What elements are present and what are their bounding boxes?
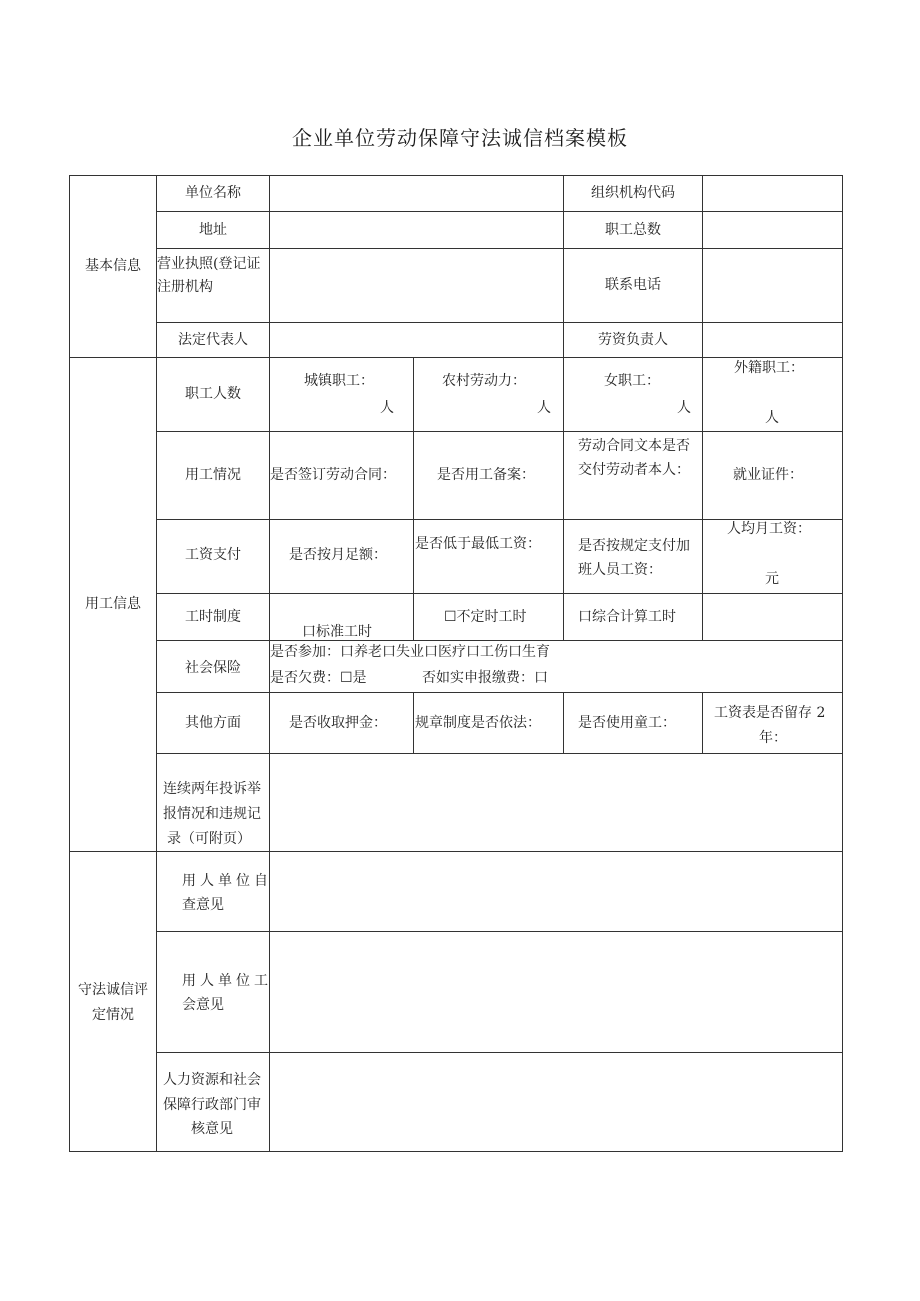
female-staff-unit: 人 — [677, 400, 691, 416]
phone-label: 联系电话 — [605, 277, 661, 293]
contract-text-label-line2: 交付劳动者本人： — [578, 462, 690, 478]
license-field[interactable] — [269, 248, 564, 323]
payroll-label-line1: 工资表是否留存 2 — [714, 705, 826, 721]
page-title: 企业单位劳动保障守法诚信档案模板 — [292, 126, 628, 150]
insurance-label: 社会保险 — [185, 660, 241, 676]
total-staff-field[interactable] — [702, 211, 843, 249]
address-label: 地址 — [199, 222, 227, 238]
avg-wage-unit: 元 — [765, 571, 779, 587]
complaints-label-line3: 录（可附页） — [167, 831, 251, 847]
section-label-basic: 基本信息 — [85, 258, 141, 274]
foreign-staff-label: 外籍职工： — [734, 360, 804, 376]
license-label-line1: 营业执照(登记证 — [157, 256, 261, 272]
wage-label: 工资支付 — [185, 547, 241, 563]
labor-head-label: 劳资负责人 — [598, 332, 668, 348]
org-code-field[interactable] — [702, 175, 843, 212]
insurance-arrears: 是否欠费：☐是 — [270, 670, 367, 686]
legal-rep-label: 法定代表人 — [178, 332, 248, 348]
contract-signed-label: 是否签订劳动合同： — [270, 467, 396, 483]
flexible-hours-label: ☐不定时工时 — [444, 609, 527, 625]
self-check-label-line2: 查意见 — [182, 897, 224, 913]
insurance-declared: 否如实申报缴费：口 — [422, 670, 548, 686]
contract-text-label-line1: 劳动合同文本是否 — [578, 438, 690, 454]
rural-labor-label: 农村劳动力： — [442, 373, 526, 389]
section-label-employment: 用工信息 — [85, 596, 141, 612]
overtime-pay-label-line1: 是否按规定支付加 — [578, 538, 690, 554]
legal-rep-field[interactable] — [269, 322, 564, 358]
deposit-label: 是否收取押金： — [289, 715, 387, 731]
phone-field[interactable] — [702, 248, 843, 323]
total-staff-label: 职工总数 — [605, 222, 661, 238]
org-code-label: 组织机构代码 — [591, 185, 675, 201]
hr-review-label-line3: 核意见 — [191, 1121, 233, 1137]
filing-label: 是否用工备案： — [437, 467, 535, 483]
self-check-field[interactable] — [269, 851, 843, 932]
urban-staff-label: 城镇职工： — [304, 373, 374, 389]
monthly-pay-label: 是否按月足额： — [289, 547, 387, 563]
foreign-staff-unit: 人 — [765, 410, 779, 426]
hours-extra-field[interactable] — [702, 593, 843, 641]
complaints-label-line1: 连续两年投诉举 — [163, 781, 261, 797]
unit-name-label: 单位名称 — [185, 185, 241, 201]
hours-label: 工时制度 — [185, 609, 241, 625]
below-min-wage-field[interactable] — [413, 519, 564, 594]
union-opinion-field[interactable] — [269, 931, 843, 1053]
rules-label: 规章制度是否依法： — [415, 715, 541, 731]
hr-review-label-line2: 保障行政部门审 — [163, 1097, 261, 1113]
labor-head-field[interactable] — [702, 322, 843, 358]
overtime-pay-label-line2: 班人员工资： — [578, 562, 662, 578]
address-field[interactable] — [269, 211, 564, 249]
avg-wage-label: 人均月工资： — [727, 521, 811, 537]
union-opinion-label-line2: 会意见 — [182, 997, 224, 1013]
insurance-participation: 是否参加：口养老口失业口医疗口工伤口生育 — [270, 644, 550, 660]
below-min-wage-label: 是否低于最低工资： — [415, 536, 541, 552]
license-label-line2: 注册机构 — [157, 279, 213, 295]
usage-label: 用工情况 — [185, 467, 241, 483]
complaints-label-line2: 报情况和违规记 — [163, 806, 261, 822]
hr-review-field[interactable] — [269, 1052, 843, 1152]
rural-labor-unit: 人 — [537, 400, 551, 416]
other-label: 其他方面 — [185, 715, 241, 731]
comprehensive-hours-label: 口综合计算工时 — [578, 609, 676, 625]
hr-review-label-line1: 人力资源和社会 — [163, 1072, 261, 1088]
urban-staff-unit: 人 — [380, 400, 394, 416]
section-label-evaluation: 守法诚信评定情况 — [78, 982, 148, 1023]
self-check-label-line1: 用人单位自 — [182, 873, 272, 889]
staff-count-label: 职工人数 — [185, 386, 241, 402]
unit-name-field[interactable] — [269, 175, 564, 212]
payroll-label-line2: 年： — [759, 730, 787, 746]
child-labor-label: 是否使用童工： — [578, 715, 676, 731]
standard-hours-label: 口标准工时 — [302, 624, 372, 640]
employment-cert-label: 就业证件： — [733, 467, 803, 483]
female-staff-label: 女职工： — [604, 373, 660, 389]
union-opinion-label-line1: 用人单位工 — [182, 973, 272, 989]
complaints-field[interactable] — [269, 753, 843, 852]
